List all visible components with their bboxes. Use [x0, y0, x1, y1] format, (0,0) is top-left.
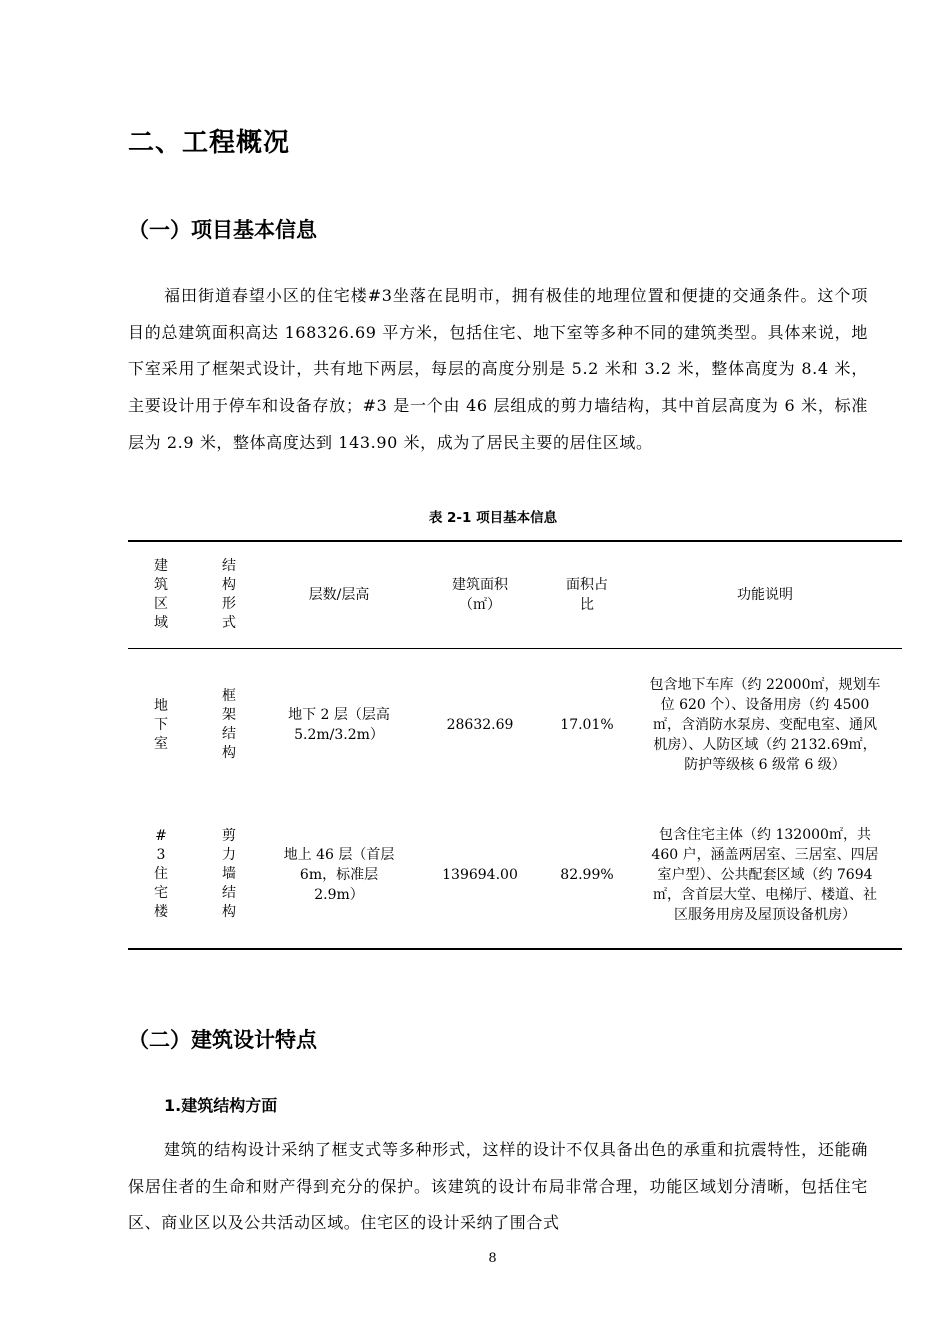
paragraph-structure: 建筑的结构设计采纳了框支式等多种形式，这样的设计不仅具备出色的承重和抗震特性，还能确保居住者的生命和财产得到充分的保护。该建筑的设计布局非常合理，功能区域划分清晰，包括住宅区、商业区以及公共活动区域。住宅区的设计采纳了围合式	[128, 1140, 868, 1233]
cell-size: 28632.69	[446, 717, 514, 733]
cell-structure: 框架结构	[221, 688, 236, 761]
cell-area: #3住宅楼	[153, 828, 168, 920]
subsection-title-project-info: （一）项目基本信息	[128, 218, 317, 242]
cell-structure: 剪力墙结构	[221, 828, 236, 920]
project-info-table	[128, 540, 902, 950]
header-floors: 层数/层高	[308, 587, 370, 603]
cell-function: 包含住宅主体（约 132000㎡，共 460 户，涵盖两居室、三居室、四居室户型）、公共配套区域（约 7694㎡，含首层大堂、电梯厅、楼道、社区服务用房及屋顶设备机房）	[651, 826, 879, 923]
table-caption: 表 2-1 项目基本信息	[428, 510, 558, 526]
page-number: 8	[488, 1251, 497, 1266]
subsection-title-design-features: （二）建筑设计特点	[128, 1028, 317, 1052]
cell-function: 包含地下车库（约 22000㎡，规划车位 620 个）、设备用房（约 4500㎡，含消防水泵房、变配电室、通风机房）、人防区域（约 2132.69㎡，防护等级核 6 级常 6 级）	[649, 677, 881, 773]
cell-size: 139694.00	[442, 866, 518, 883]
header-structure: 结构形式	[221, 558, 236, 631]
subsubsection-title-structure: 1.建筑结构方面	[164, 1096, 278, 1115]
paragraph-project-overview: 福田街道春望小区的住宅楼#3坐落在昆明市，拥有极佳的地理位置和便捷的交通条件。这个项目的总建筑面积高达 168326.69 平方米，包括住宅、地下室等多种不同的建筑类型。具体来说，地下室采用了框架式设计，共有地下两层，每层的高度分别是 5.2 米和 3.2 米，整体高度为 8.4 米，主要设计用于停车和设备存放；#3 是一个由 46 层组成的剪力墙结构，其中首层高度为 6 米，标准层为 2.9 米，整体高度达到 143.90 米，成为了居民主要的居住区域。	[128, 286, 868, 452]
header-area: 建筑区域	[153, 558, 168, 631]
cell-floors: 地上 46 层（首层 6m，标准层 2.9m）	[283, 846, 395, 903]
table-row	[128, 801, 902, 949]
cell-ratio: 17.01%	[560, 717, 614, 733]
table-header-row	[128, 541, 902, 649]
header-function: 功能说明	[737, 587, 793, 603]
section-title: 二、工程概况	[128, 128, 291, 158]
cell-area: 地下室	[153, 697, 168, 752]
cell-ratio: 82.99%	[560, 866, 614, 883]
cell-floors: 地下 2 层（层高 5.2m/3.2m）	[288, 707, 390, 743]
table-row	[128, 649, 902, 802]
header-ratio: 面积占比	[566, 577, 608, 613]
header-size: 建筑面积（㎡）	[452, 577, 508, 613]
